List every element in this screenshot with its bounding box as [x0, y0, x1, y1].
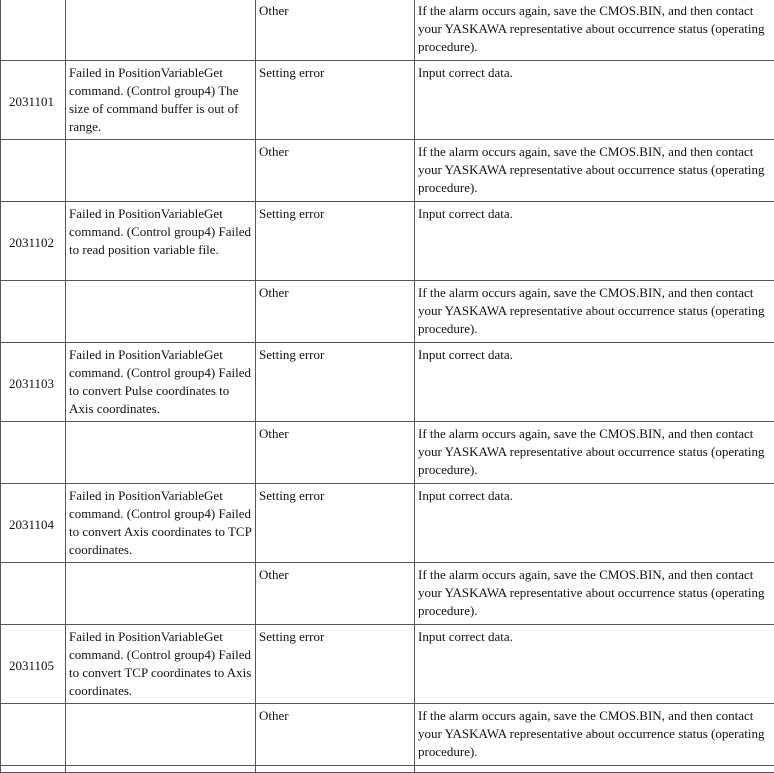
description-cell: Failed in PositionVariableGet command. (Control group4) Failed to convert TCP coordinates to Axis coordinates. [66, 625, 256, 704]
alarm-code-cell [1, 563, 66, 625]
table-row [1, 484, 774, 563]
table-row [1, 625, 774, 704]
empty-cell [415, 766, 774, 773]
cause-cell: Setting error [256, 202, 415, 281]
description-cell [66, 140, 256, 202]
remedy-cell: If the alarm occurs again, save the CMOS.BIN, and then contact your YASKAWA representative about occurrence status (operating procedure). [415, 563, 774, 625]
table-row [1, 563, 774, 625]
description-cell: Failed in PositionVariableGet command. (Control group4) Failed to convert Pulse coordinates to Axis coordinates. [66, 343, 256, 422]
alarm-code-cell [1, 704, 66, 766]
table-row [1, 766, 774, 773]
cause-cell: Other [256, 563, 415, 625]
table-row [1, 704, 774, 766]
alarm-code-cell [1, 0, 66, 61]
alarm-code-cell: 2031102 [1, 202, 66, 281]
description-cell: Failed in PositionVariableGet command. (Control group4) Failed to convert Axis coordinates to TCP coordinates. [66, 484, 256, 563]
cause-cell: Other [256, 0, 415, 61]
cause-cell: Other [256, 422, 415, 484]
empty-cell [1, 766, 66, 773]
remedy-cell: Input correct data. [415, 625, 774, 704]
description-cell [66, 0, 256, 61]
table-row [1, 281, 774, 343]
description-cell [66, 281, 256, 343]
remedy-cell: If the alarm occurs again, save the CMOS.BIN, and then contact your YASKAWA representative about occurrence status (operating procedure). [415, 704, 774, 766]
remedy-cell: Input correct data. [415, 343, 774, 422]
alarm-code-cell: 2031101 [1, 61, 66, 140]
alarm-code-cell [1, 422, 66, 484]
remedy-cell: If the alarm occurs again, save the CMOS.BIN, and then contact your YASKAWA representative about occurrence status (operating procedure). [415, 422, 774, 484]
cause-cell: Other [256, 704, 415, 766]
remedy-cell: Input correct data. [415, 484, 774, 563]
table-row [1, 0, 774, 61]
alarm-code-cell: 2031103 [1, 343, 66, 422]
cause-cell: Setting error [256, 61, 415, 140]
empty-cell [66, 766, 256, 773]
remedy-cell: Input correct data. [415, 61, 774, 140]
empty-cell [256, 766, 415, 773]
table-row [1, 61, 774, 140]
description-cell [66, 422, 256, 484]
alarm-code-cell: 2031104 [1, 484, 66, 563]
cause-cell: Other [256, 140, 415, 202]
alarm-code-cell: 2031105 [1, 625, 66, 704]
cause-cell: Other [256, 281, 415, 343]
remedy-cell: If the alarm occurs again, save the CMOS.BIN, and then contact your YASKAWA representative about occurrence status (operating procedure). [415, 140, 774, 202]
alarm-code-cell [1, 140, 66, 202]
cause-cell: Setting error [256, 625, 415, 704]
table-row [1, 140, 774, 202]
table-row [1, 343, 774, 422]
description-cell: Failed in PositionVariableGet command. (Control group4) The size of command buffer is out of range. [66, 61, 256, 140]
description-cell [66, 704, 256, 766]
remedy-cell: Input correct data. [415, 202, 774, 281]
table-row [1, 422, 774, 484]
cause-cell: Setting error [256, 343, 415, 422]
cause-cell: Setting error [256, 484, 415, 563]
description-cell: Failed in PositionVariableGet command. (Control group4) Failed to read position variable file. [66, 202, 256, 281]
alarm-code-cell [1, 281, 66, 343]
remedy-cell: If the alarm occurs again, save the CMOS.BIN, and then contact your YASKAWA representative about occurrence status (operating procedure). [415, 281, 774, 343]
description-cell [66, 563, 256, 625]
remedy-cell: If the alarm occurs again, save the CMOS.BIN, and then contact your YASKAWA representative about occurrence status (operating procedure). [415, 0, 774, 61]
table-row [1, 202, 774, 281]
